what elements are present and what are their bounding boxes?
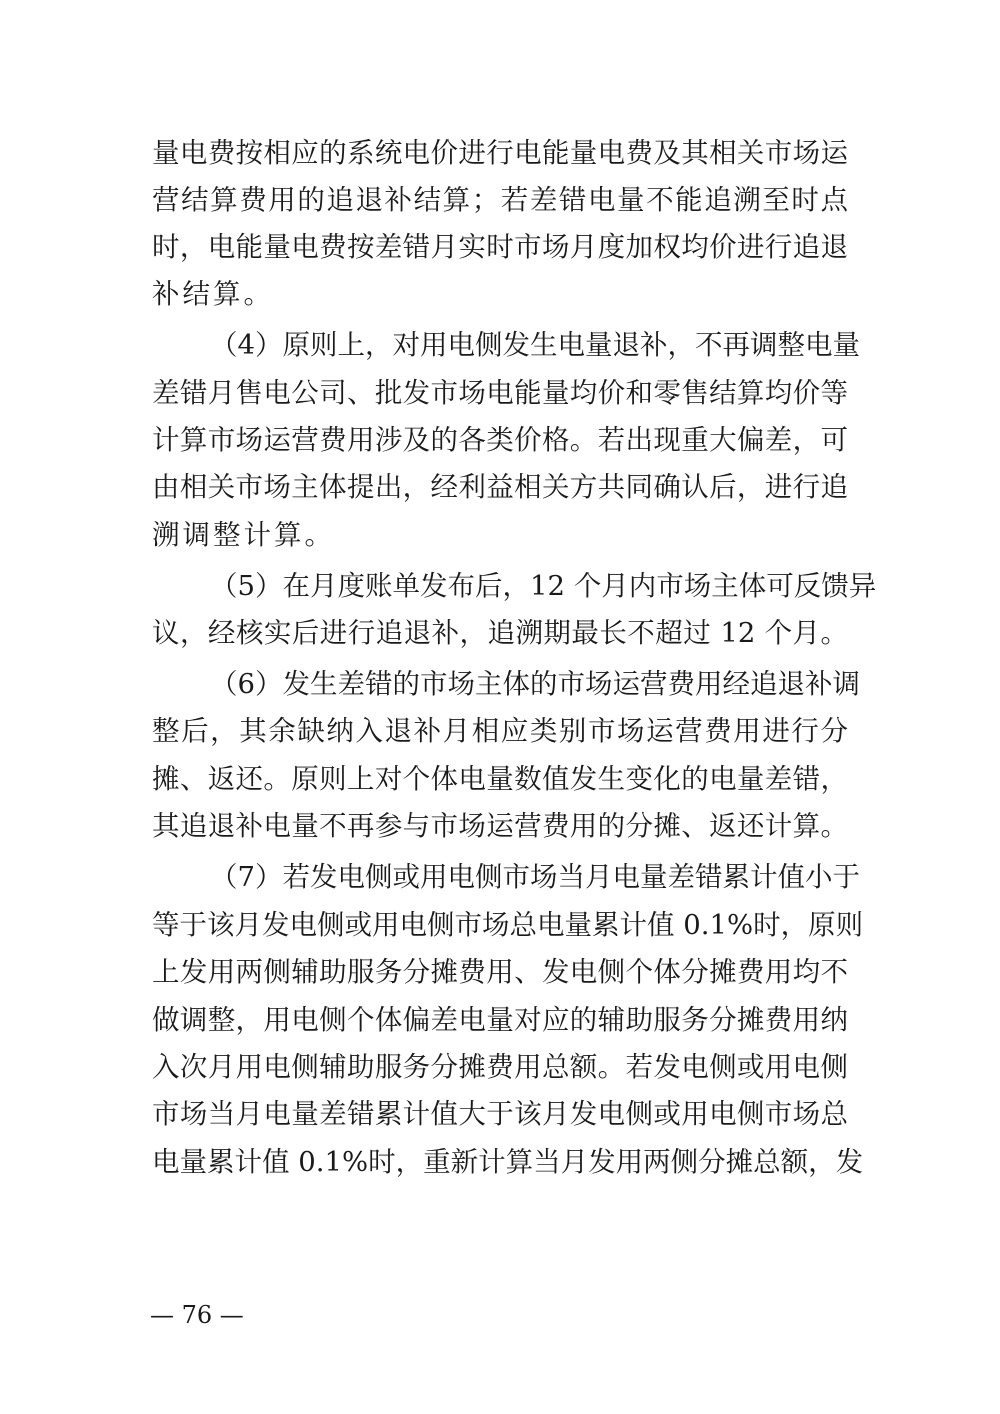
text-line: 入次月用电侧辅助服务分摊费用总额。若发电侧或用电侧 [152,1051,848,1083]
text-line: 时，电能量电费按差错月实时市场月度加权均价进行追退 [152,231,848,263]
text-line: 等于该月发电侧或用电侧市场总电量累计值 0.1%时，原则 [152,909,864,941]
paragraph-first-line: （4）原则上，对用电侧发生电量退补，不再调整电量 [210,329,860,361]
text-line: 其追退补电量不再参与市场运营费用的分摊、返还计算。 [152,810,848,842]
text-line: 议，经核实后进行追退补，追溯期最长不超过 12 个月。 [152,617,848,649]
text-line: 量电费按相应的系统电价进行电能量电费及其相关市场运 [152,137,848,169]
text-line: 摊、返还。原则上对个体电量数值发生变化的电量差错， [152,763,848,795]
text-line: 补结算。 [152,278,274,310]
page-number: — 76 — [150,1301,244,1329]
text-line: 整后，其余缺纳入退补月相应类别市场运营费用进行分 [152,715,848,747]
paragraph-first-line: （5）在月度账单发布后，12 个月内市场主体可反馈异 [210,570,877,602]
text-line: 电量累计值 0.1%时，重新计算当月发用两侧分摊总额，发 [152,1146,864,1178]
text-line: 差错月售电公司、批发市场电能量均价和零售结算均价等 [152,377,848,409]
paragraph-first-line: （6）发生差错的市场主体的市场运营费用经追退补调 [210,668,860,700]
text-line: 营结算费用的追退补结算；若差错电量不能追溯至时点 [152,184,848,216]
text-line: 计算市场运营费用涉及的各类价格。若出现重大偏差，可 [152,424,848,456]
text-line: 溯调整计算。 [152,519,335,551]
text-line: 做调整，用电侧个体偏差电量对应的辅助服务分摊费用纳 [152,1004,848,1036]
text-line: 市场当月电量差错累计值大于该月发电侧或用电侧市场总 [152,1098,848,1130]
text-line: 上发用两侧辅助服务分摊费用、发电侧个体分摊费用均不 [152,956,848,988]
text-line: 由相关市场主体提出，经利益相关方共同确认后，进行追 [152,471,848,503]
paragraph-first-line: （7）若发电侧或用电侧市场当月电量差错累计值小于 [210,861,860,893]
